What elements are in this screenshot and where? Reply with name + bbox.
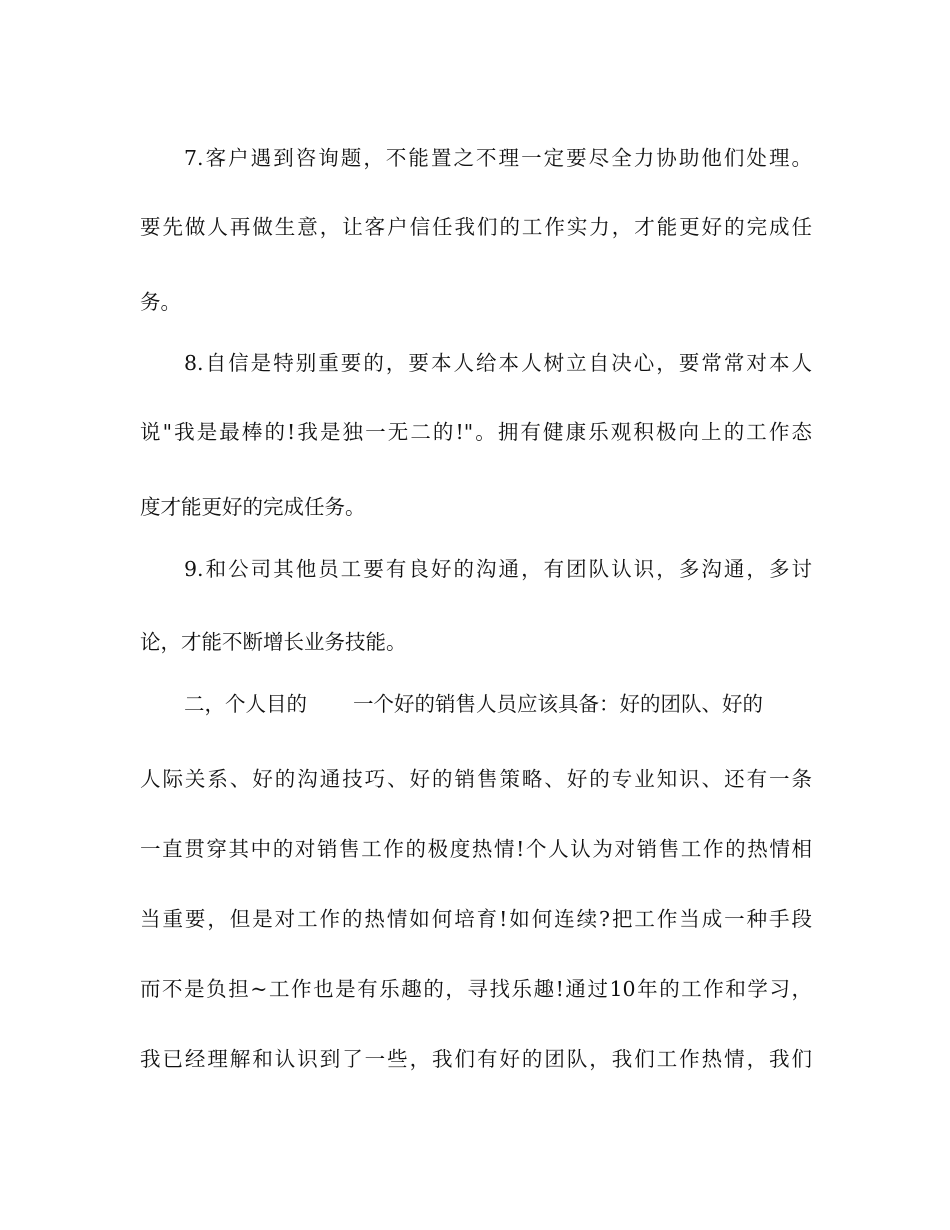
- section-paragraph-line-6: 我已经理解和认识到了一些，我们有好的团队，我们工作热情，我们: [140, 1047, 812, 1071]
- paragraph-8-line-3: 度才能更好的完成任务。: [140, 495, 366, 519]
- section-paragraph-line-3: 一直贯穿其中的对销售工作的极度热情!个人认为对销售工作的热情相: [140, 837, 812, 861]
- section-paragraph-line-4: 当重要，但是对工作的热情如何培育!如何连续?把工作当成一种手段: [140, 907, 812, 931]
- paragraph-8-line-2: 说"我是最棒的!我是独一无二的!"。拥有健康乐观积极向上的工作态: [140, 420, 812, 444]
- paragraph-8-line-1: 8.自信是特别重要的，要本人给本人树立自决心，要常常对本人: [184, 351, 812, 375]
- paragraph-9-line-2: 论，才能不断增长业务技能。: [140, 630, 407, 654]
- paragraph-7-line-1: 7.客户遇到咨询题，不能置之不理一定要尽全力协助他们处理。: [184, 146, 812, 170]
- section-heading: 二，个人目的: [184, 692, 307, 716]
- section-paragraph-line-1: 一个好的销售人员应该具备：好的团队、好的: [353, 692, 763, 716]
- paragraph-7-line-3: 务。: [140, 290, 181, 314]
- section-paragraph-line-5: 而不是负担~工作也是有乐趣的，寻找乐趣!通过10年的工作和学习，: [140, 977, 812, 1001]
- paragraph-9-line-1: 9.和公司其他员工要有良好的沟通，有团队认识，多沟通，多讨: [184, 557, 812, 581]
- section-paragraph-line-2: 人际关系、好的沟通技巧、好的销售策略、好的专业知识、还有一条: [140, 767, 812, 791]
- paragraph-7-line-2: 要先做人再做生意，让客户信任我们的工作实力，才能更好的完成任: [140, 215, 812, 239]
- section-heading-line: [184, 684, 812, 724]
